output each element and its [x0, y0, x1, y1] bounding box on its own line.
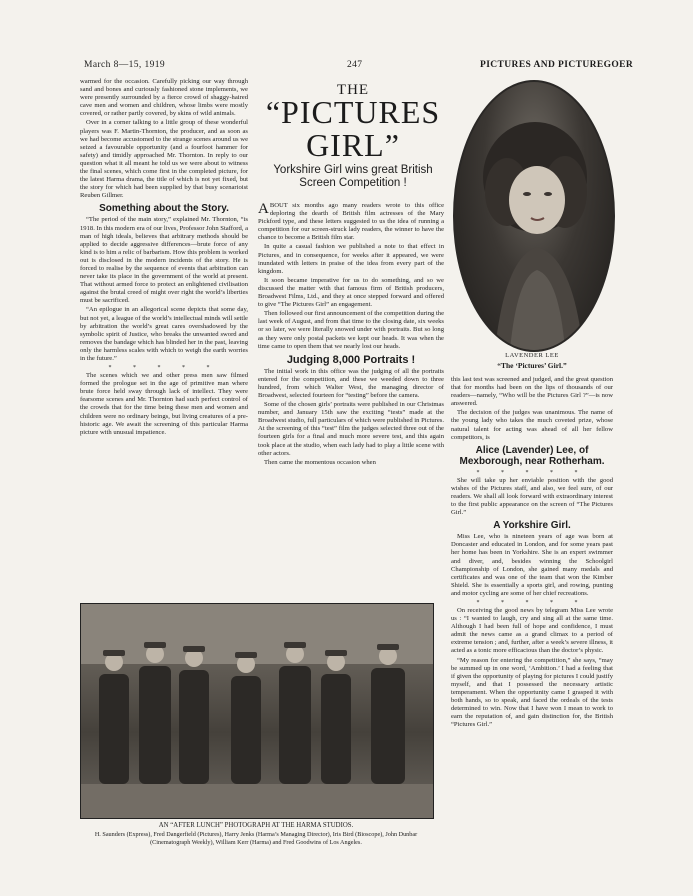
portrait-name-caption: LAVENDER LEE — [505, 352, 559, 359]
page-number: 247 — [347, 60, 363, 70]
section-divider: * * * * * — [476, 469, 588, 476]
paragraph: this last test was screened and judged, and the great question that for months had been on the lips of thousands of our readers—namely, “Who will be the Pictures Girl ?”—is now answered. — [451, 376, 613, 408]
issue-date: March 8—15, 1919 — [84, 60, 166, 70]
paragraph: Over in a corner talking to a little group of these wonderful players was F. Martin-Thornton, the producer, and as soon as we had become accustomed to the strange scenes around us we seized a favourable opportunity (and a fourfoot hammer for safety) and timidly approached Mr. Thornton. In reply to our question what it all meant he told us we were about to witness the final scenes, which come first in the completed picture, for the latest Harma drama, the title of which is not yet fixed, but the story for which had been supplied by that busy scenarioist Reuben Gillmer. — [80, 119, 248, 200]
subheading: A Yorkshire Girl. — [493, 520, 571, 532]
portrait-figure — [455, 82, 613, 350]
paragraph: On receiving the good news by telegram Miss Lee wrote us : “I wanted to laugh, cry and sing all at the same time. Although I had been full of hope and confidence, I must admit the news came as a grand climax to a period of extreme tension ; and, further, after a week’s severe illness, it acted as a tonic more efficacious than the doctor’s physic. — [451, 606, 613, 655]
portrait-photo — [453, 80, 615, 352]
article-deck: Yorkshire Girl wins great British Screen Competition ! — [273, 164, 433, 189]
paragraph: ABOUT six months ago many readers wrote to this office deploring the dearth of British film actresses of the Mary Pickford type, and these letters suggested to us the idea of running a competition for our screen-struck lady readers, the winner to have the chance to become a British film star. — [258, 201, 444, 242]
paragraph: She will take up her enviable position with the good wishes of the Pictures staff, and also, we feel sure, of our readers. We shall all look forward with extraordinary interest to the first public appearance on the screen of “The Pictures Girl.” — [451, 476, 613, 517]
group-photo — [80, 603, 434, 819]
paragraph: Miss Lee, who is nineteen years of age was born at Doncaster and educated in London, and for some years past her home has been in Yorkshire. She is an expert swimmer and diver, and, besides winning the Schoolgirl Championship of London, she gained many medals and certificates and was one of the team that won the Kimber Shield. She is essentially a sports girl, and rowing, punting and motor cycling are some of her chief recreations. — [451, 533, 613, 597]
paragraph: “The period of the main story,” explained Mr. Thornton, “is 1918. In this modern era of our lives, Professor John Stafford, a man of high ideals, believes that arbitrary methods should be applied to decide aggressive differences—brute force of any kind is to him a relic of barbarism. How this problem is worked out is disclosed in the modern incidents of the story. He is forced to realise by the sequence of events that arbitration can never take its place in the government of the world at present. That without armed force to protect an enlightened civilisation against the brutal creed of might over right the world’s liberties must be sacrificed. — [80, 216, 248, 305]
article-column-1 — [80, 78, 248, 438]
section-divider: * * * * * — [108, 365, 220, 372]
paragraph: The initial work in this office was the judging of all the portraits entered for the competition, and these we weeded down to three hundred, from which Walter West, the managing director of Broadwest, selected fourteen for “testing” before the camera. — [258, 367, 444, 399]
drop-cap: A — [258, 201, 269, 217]
subheading: Something about the Story. — [99, 203, 229, 215]
article-title: “PICTURES GIRL” — [265, 94, 441, 163]
paragraph: “An epilogue in an allegorical scene depicts that some day, but not yet, a league of the world’s intellectual minds will settle by arbitration the world’s great cares overshadowed by the symbolic spirit of Justice, who breaks the unwanted sword and removes the bandage which has blinded her in the past, leaving only the harmless scales with which to weigh the earth worries in the future.” — [80, 306, 248, 362]
subheading: Alice (Lavender) Lee, of Mexborough, near Rotherham. — [459, 444, 605, 467]
paragraph: Then came the momentous occasion when — [264, 458, 376, 466]
subheading: Judging 8,000 Portraits ! — [286, 353, 416, 366]
section-divider: * * * * * — [476, 599, 588, 606]
article-title-prefix: THE — [336, 82, 370, 98]
portrait-title-caption: “The ‘Pictures’ Girl.” — [497, 361, 567, 370]
paragraph: Then followed our first announcement of the competition during the last week of August, and from that time to the closing date, six weeks or so later, we were literally snowed under with portraits. But so long as they were only postal packets we kept our heads. It was when the time came to open them that we nearly lost our heads. — [258, 310, 444, 350]
group-photo-figures — [81, 604, 433, 818]
paragraph: “My reason for entering the competition,” she says, “may be summed up in one word, ‘Ambition.’ I had a feeling that if given the opportunity of playing for pictures I could justify myself, and that I possessed the necessary artistic temperament. When the opportunity came I grasped it with both hands, so to speak, and faced the ordeals of the tests determined to win. Now that I have won I mean to work to earn the reputation of, and gain distinction for, the British “Pictures Girl.” — [451, 656, 613, 729]
paragraph: The decision of the judges was unanimous. The name of the young lady who takes the much coveted prize, whose natural talent for acting was ahead of all her fellow competitors, is — [451, 409, 613, 441]
photo-caption-title: AN “AFTER LUNCH” PHOTOGRAPH AT THE HARMA STUDIOS. — [158, 822, 354, 829]
paragraph: It soon became imperative for us to do something, and so we discussed the matter with that famous firm of British producers, Broadwest Films, Ltd., and they at once stepped forward and offered to give “The Pictures Girl” an engagement. — [258, 276, 444, 309]
paragraph: In quite a casual fashion we published a note to that effect in Pictures, and in consequence, for weeks after it appeared, we were inundated with letters in praise of the idea from every part of the kingdom. — [258, 243, 444, 275]
magazine-name: PICTURES AND PICTUREGOER — [480, 60, 634, 70]
article-column-3 — [451, 376, 613, 730]
paragraph: warmed for the occasion. Carefully picking our way through sand and bones and curiously fashioned stone implements, we were presently surrounded by a fierce crowd of shaggy-haired cave men and women and children, whose limbs were mostly covered, or rather partly covered, by skins of wild animals. — [80, 78, 248, 118]
article-column-2 — [258, 202, 444, 468]
photo-caption-names: H. Saunders (Express), Fred Dangerfield (Pictures), Harry Jenks (Harma’s Managing Director), Iris Bird (Bioscope), John Dunbar (Cinematograph Weekly), William Kerr (Harma) and Fred Goodwins of Los Angeles. — [94, 831, 418, 846]
paragraph: Some of the chosen girls’ portraits were published in our Christmas number, and January 15th saw the exciting “tests” made at the Broadwest studio, full particulars of which were published in Pictures. At the screening of this “test” film the judges selected three out of the fourteen girls for a final and much more severe test, and this again took place at the studio, when each lady had to play a little scene with other actors. — [258, 401, 444, 457]
paragraph: The scenes which we and other press men saw filmed formed the prologue set in the age of primitive man where brute force held sway through lack of intellect. They were fearsome scenes and Mr. Thornton had such perfect control of the crowds that for the time being these men and women and children were no ordinary beings, but living creatures of a pre-historic age. We await the screening of this particular Harma picture with unusual impatience. — [80, 372, 248, 436]
